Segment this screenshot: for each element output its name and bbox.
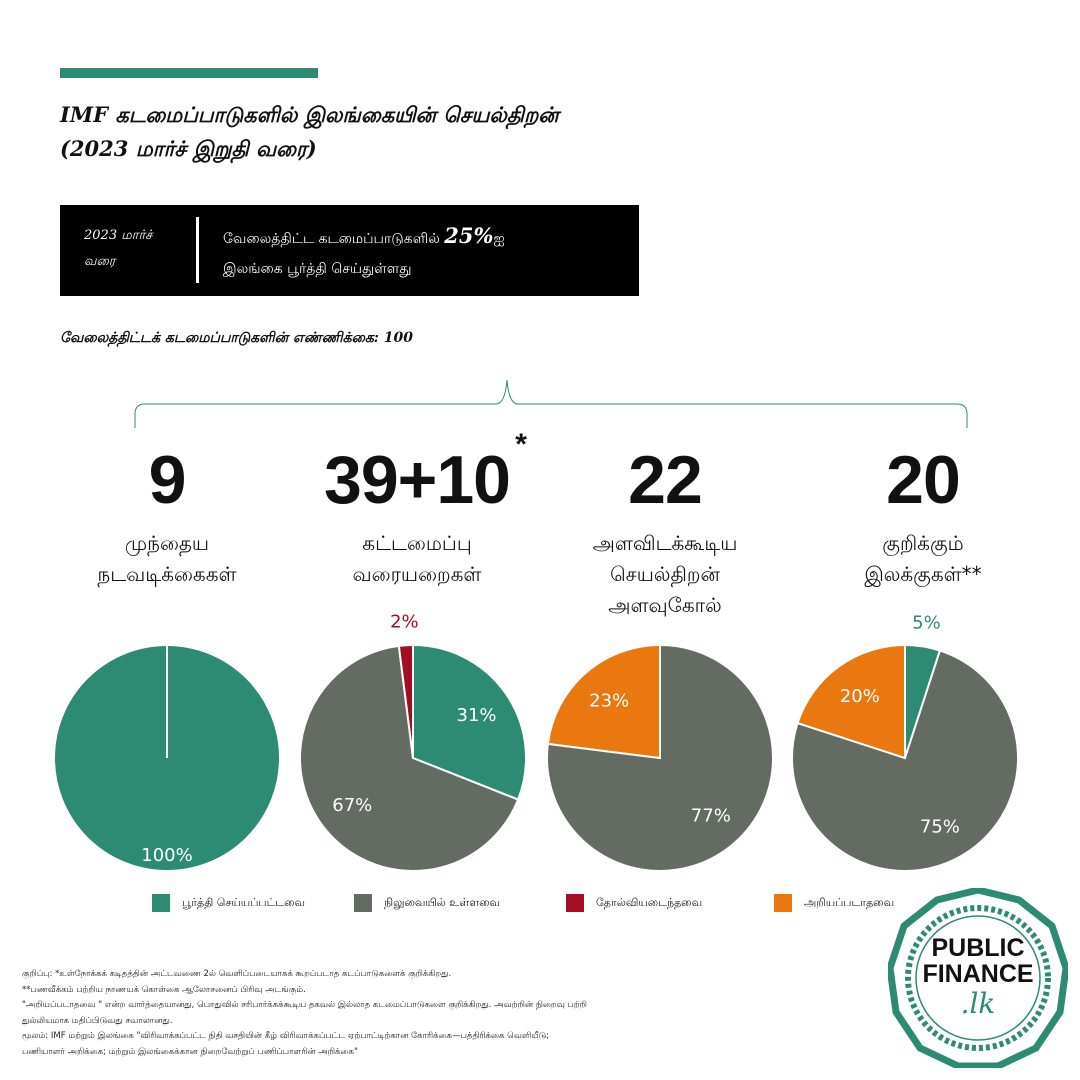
footnote-line: குறிப்பு: *உள்நோக்கக் கடிதத்தின் அட்டவணை 2ல் வெளிப்படையாகக் கூறப்படாத கடப்பாடுகளைக் குறிக்கிறது.	[22, 969, 452, 979]
category-count	[149, 440, 186, 520]
footnote-line: பணியாளர் அறிக்கை; மற்றும் இலங்கைக்கான நிறைவேற்றுப் பணிப்பாளரின் அறிக்கை"	[22, 1046, 358, 1057]
category-label	[292, 528, 542, 590]
total-commitments-label: வேலைத்திட்டக் கடமைப்பாடுகளின் எண்ணிக்கை: 100	[60, 330, 414, 346]
pie-slice-label: 23%	[589, 690, 630, 712]
category-count-value: 39+10	[324, 442, 510, 518]
category-label-line: அளவிடக்கூடிய	[592, 531, 738, 555]
category-label-line: கட்டமைப்பு	[362, 531, 472, 555]
category-label-line: வரையறைகள்	[352, 562, 482, 586]
pie-chart-3	[547, 645, 773, 871]
summary-statement-pre: வேலைத்திட்ட கடமைப்பாடுகளில்	[223, 231, 445, 247]
pie-slice-label: 75%	[919, 816, 960, 838]
category-label-line: முந்தைய	[124, 531, 210, 555]
footnote-line: **பணவீக்கம் பற்றிய நாணயக் கொள்கை ஆலோசனைப் பிரிவு அடங்கும்.	[22, 984, 306, 995]
legend-label: அறியப்படாதவை	[804, 895, 895, 909]
legend-swatch	[354, 894, 372, 912]
summary-statement	[223, 221, 623, 284]
pie-slice-label: 2%	[390, 611, 419, 633]
legend-label: பூர்த்தி செய்யப்பட்டவை	[182, 895, 306, 909]
legend-item-failed	[566, 894, 702, 912]
category-performance-criteria	[540, 440, 790, 621]
summary-period-line-1: 2023 மார்ச்	[84, 228, 153, 243]
category-label-line: செயல்திறன்	[610, 562, 720, 586]
category-count	[324, 428, 526, 520]
page-title	[60, 98, 820, 166]
category-label-line: இலக்குகள்**	[864, 562, 982, 586]
logo-text-finance: FINANCE	[922, 960, 1034, 988]
pie-slice-label: 77%	[690, 805, 731, 827]
footnote-line: துல்லியமாக மதிப்பிடுவது சவாலானது.	[22, 1015, 173, 1026]
pie-chart-2	[300, 611, 526, 871]
legend-swatch	[774, 894, 792, 912]
category-count-value: 20	[886, 442, 960, 518]
summary-percentage: 25%	[444, 223, 494, 248]
pie-slice-label: 20%	[839, 685, 880, 707]
pie-slice-label: 100%	[141, 845, 193, 867]
category-count	[886, 440, 960, 520]
grouping-brace	[0, 370, 1080, 434]
title-line-1: IMF கடமைப்பாடுகளில் இலங்கையின் செயல்திறன்	[60, 102, 559, 127]
category-count	[628, 440, 702, 520]
pie-slice-label: 5%	[912, 612, 941, 634]
category-prior-actions	[42, 440, 292, 590]
legend-label: நிலுவையில் உள்ளவை	[384, 895, 501, 909]
footnote-asterisk: *	[515, 428, 526, 461]
footnote-line: மூலம்: IMF மற்றும் இலங்கை "விரிவாக்கப்பட்ட நிதி வசதியின் கீழ் விரிவாக்கப்பட்ட ஏற்பாட்டிற்கான கோரிக்கை—பத்திரிக்கை வெளியீடு;	[22, 1031, 550, 1041]
logo-text-public: PUBLIC	[931, 934, 1025, 962]
category-label-line: நடவடிக்கைகள்	[97, 562, 237, 586]
category-indicative-targets	[798, 440, 1048, 590]
accent-bar	[60, 68, 318, 78]
category-label-line: அளவுகோல்	[608, 593, 722, 617]
summary-box	[60, 205, 639, 296]
category-label	[42, 528, 292, 590]
summary-period	[84, 223, 184, 275]
category-label	[798, 528, 1048, 590]
legend-swatch	[566, 894, 584, 912]
summary-divider	[196, 217, 199, 283]
summary-statement-post: ஐ	[493, 231, 505, 247]
publicfinance-logo	[888, 888, 1068, 1068]
pie-slice-label: 67%	[332, 795, 373, 817]
summary-statement-line-1	[223, 221, 623, 254]
legend-item-completed	[152, 894, 305, 912]
category-count-value: 22	[628, 442, 702, 518]
pie-chart-4	[792, 613, 1018, 871]
footnote-line: "அறியப்படாதவை " என்ற வார்த்தையானது, பொதுவில் சரிபார்க்கக்கூடிய தகவல் இல்லாத கடமைப்பாடுகளை குறிக்கிறது. அவற்றின் நிறைவு பற்றி	[22, 1000, 587, 1010]
title-line-2: (2023 மார்ச் இறுதி வரை)	[60, 136, 317, 161]
summary-period-line-2: வரை	[84, 254, 116, 269]
logo-text-lk: .lk	[960, 987, 996, 1020]
pie-chart-1	[54, 645, 280, 871]
category-label-line: குறிக்கும்	[882, 531, 964, 555]
summary-statement-line-2: இலங்கை பூர்த்தி செய்துள்ளது	[223, 261, 412, 277]
pie-charts	[0, 600, 1080, 890]
category-structural-benchmarks	[292, 428, 542, 590]
legend-item-unknown	[774, 894, 894, 912]
legend-label: தோல்வியடைந்தவை	[596, 895, 703, 909]
category-count-value: 9	[148, 442, 186, 518]
legend-item-ongoing	[354, 894, 500, 912]
pie-slice-label: 31%	[456, 704, 497, 726]
footnotes	[22, 967, 822, 1060]
legend-swatch	[152, 894, 170, 912]
